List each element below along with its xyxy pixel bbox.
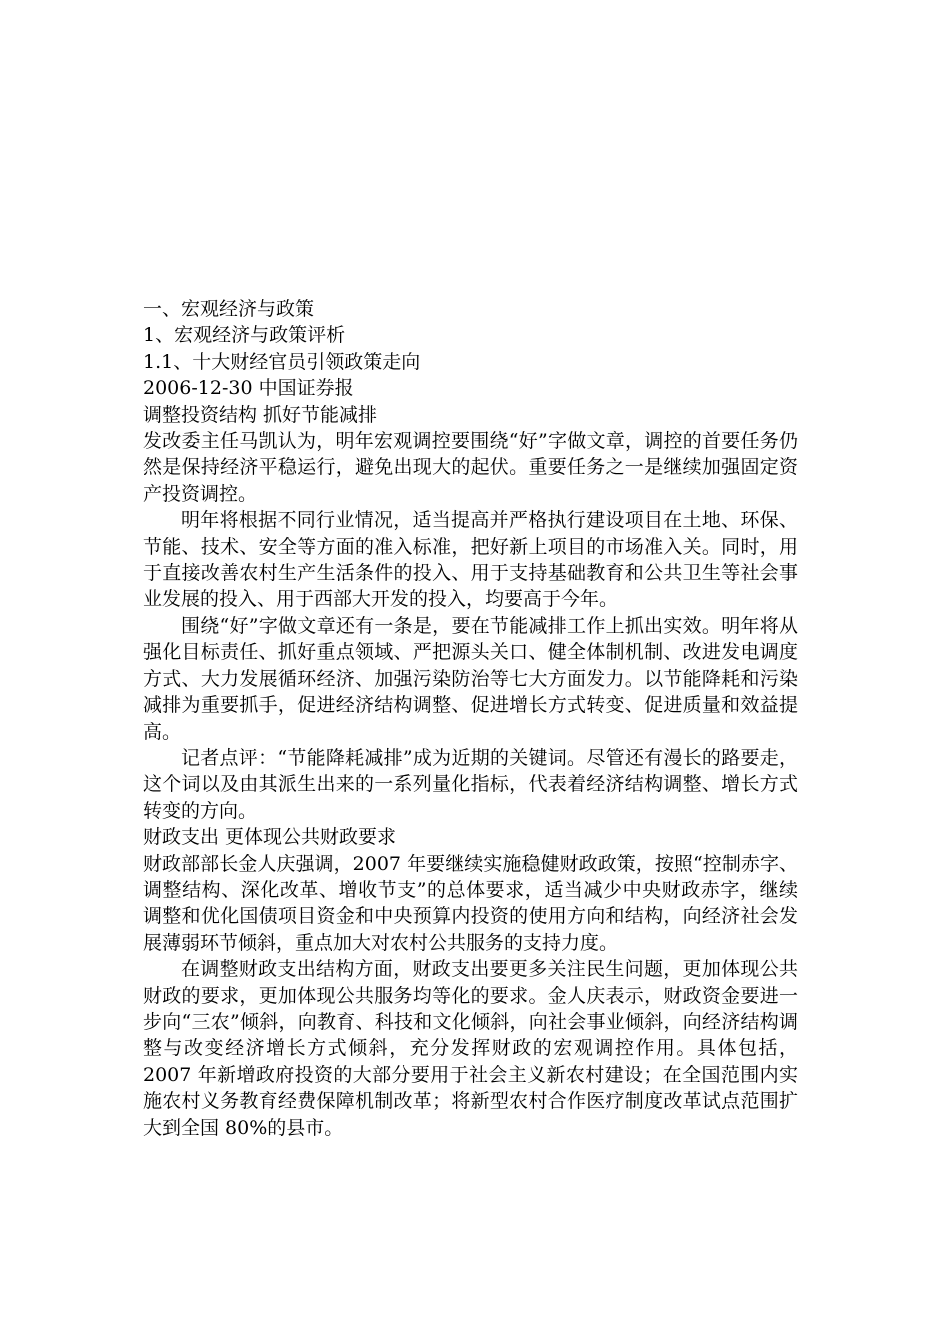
- chapter-heading: 一、宏观经济与政策: [143, 298, 315, 320]
- section-heading: 1、宏观经济与政策评析: [143, 324, 346, 347]
- subsection-heading: 1.1、十大财经官员引领政策走向: [143, 350, 421, 373]
- section1-paragraph-3: 围绕“好”字做文章还有一条是，要在节能减排工作上抓出实效。明年将从强化目标责任、抓好重点领域、严把源头关口、健全体制机制、改进发电调度方式、大力发展循环经济、加强污染防治等七大方面发力。以节能降耗和污染减排为重要抓手，促进经济结构调整、促进增长方式转变、促进质量和效益提高。: [143, 614, 798, 743]
- section2-paragraph-2: 在调整财政支出结构方面，财政支出要更多关注民生问题，更加体现公共财政的要求，更加体现公共服务均等化的要求。金人庆表示，财政资金要进一步向“三农”倾斜，向教育、科技和文化倾斜，向社会事业倾斜，向经济结构调整与改变经济增长方式倾斜，充分发挥财政的宏观调控作用。具体包括，2007 年新增政府投资的大部分要用于社会主义新农村建设；在全国范围内实施农村义务教育经费保障机制改革；将新型农村合作医疗制度改革试点范围扩大到全国 80%的县市。: [143, 958, 798, 1139]
- dateline: 2006-12-30 中国证券报: [143, 377, 354, 400]
- document-page: [143, 296, 798, 1141]
- section1-paragraph-2: 明年将根据不同行业情况，适当提高并严格执行建设项目在土地、环保、节能、技术、安全等方面的准入标准，把好新上项目的市场准入关。同时，用于直接改善农村生产生活条件的投入、用于支持基础教育和公共卫生等社会事业发展的投入、用于西部大开发的投入，均要高于今年。: [143, 509, 798, 611]
- section2-paragraph-1: 财政部部长金人庆强调，2007 年要继续实施稳健财政政策，按照“控制赤字、调整结构、深化改革、增收节支”的总体要求，适当减少中央财政赤字，继续调整和优化国债项目资金和中央预算内投资的使用方向和结构，向经济社会发展薄弱环节倾斜，重点加大对农村公共服务的支持力度。: [143, 852, 798, 954]
- section1-title: 调整投资结构 抓好节能减排: [143, 403, 378, 426]
- section1-paragraph-4: 记者点评：“节能降耗减排”成为近期的关键词。尽管还有漫长的路要走，这个词以及由其派生出来的一系列量化指标，代表着经济结构调整、增长方式转变的方向。: [143, 746, 798, 822]
- section1-paragraph-1: 发改委主任马凯认为，明年宏观调控要围绕“好”字做文章，调控的首要任务仍然是保持经济平稳运行，避免出现大的起伏。重要任务之一是继续加强固定资产投资调控。: [143, 430, 798, 505]
- section2-title: 财政支出 更体现公共财政要求: [143, 826, 397, 849]
